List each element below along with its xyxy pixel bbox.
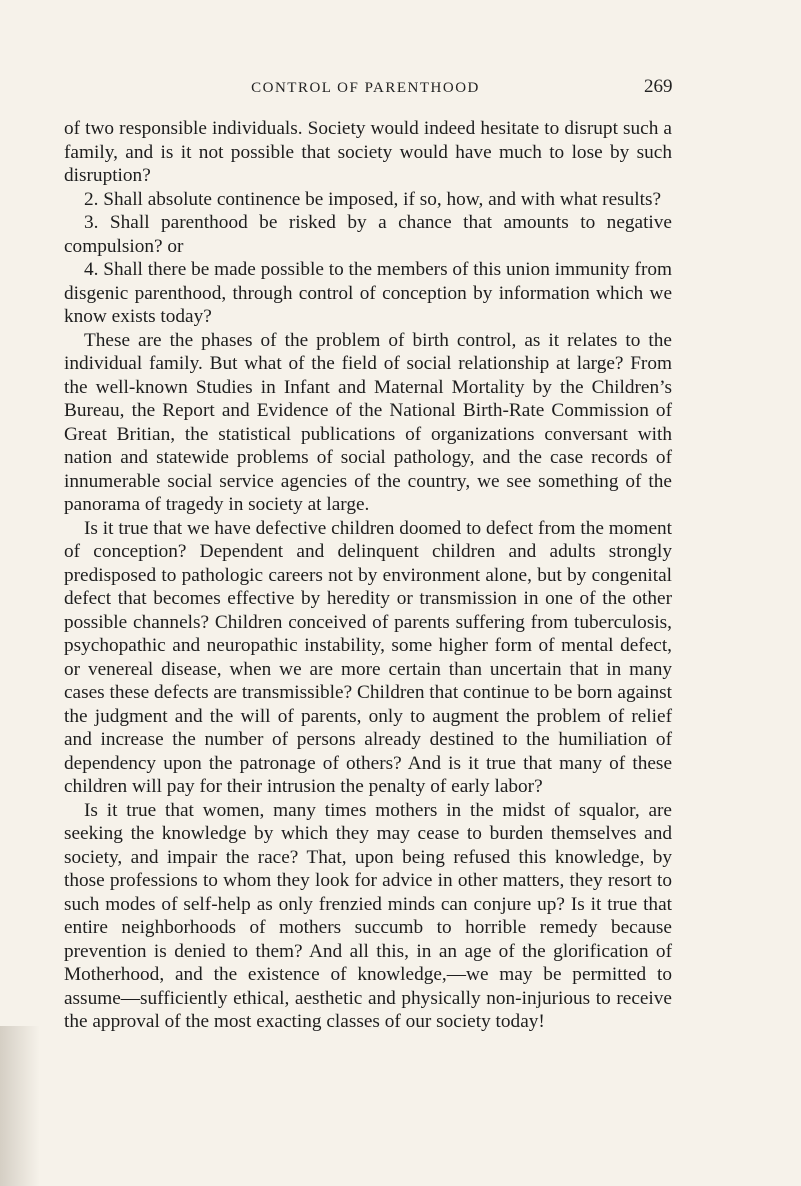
paragraph-question-2: 2. Shall absolute continence be imposed, if so, how, and with what results?	[84, 188, 662, 210]
paragraph-women-mothers: Is it true that women, many times mothers in the midst of squalor, are seeking the knowledge by which they may cease to burden themselves and society, and impair the race? That, upon being refused this knowledge, by those professions to whom they look for advice in other matters, they resort to such modes of self-help as only frenzied minds can conjure up? Is it true that entire neighborhoods of mothers succumb to horrible remedy because prevention is denied to them? And all this, in an age of the glorification of Motherhood, and the existence of knowledge,—we may be permitted to assume—sufficiently ethical, aesthetic and physically non-injurious to receive the approval of the most exacting classes of our society today!	[64, 799, 672, 1032]
page-number: 269	[644, 76, 673, 97]
paragraph-question-3: 3. Shall parenthood be risked by a chance that amounts to negative compulsion? or	[64, 212, 672, 257]
paragraph-defective-children: Is it true that we have defective children doomed to defect from the moment of conception? Dependent and delinquent children and adults strongly predisposed to pathologic careers not by environment alone, but by congenital defect that becomes effective by heredity or transmission in one of the other possible channels? Children conceived of parents suffering from tuberculosis, psychopathic and neuropathic instability, some higher form of mental defect, or venereal disease, when we are more certain than uncertain that in many cases these defects are transmissible? Children that continue to be born against the judgment and the will of parents, only to augment the problem of relief and increase the number of persons already destined to the humiliation of dependency upon the patronage of others? And is it true that many of these children will pay for their intrusion the penalty of early labor?	[64, 517, 672, 797]
paragraph-question-4: 4. Shall there be made possible to the members of this union immunity from disgenic parenthood, through control of conception by information which we know exists today?	[64, 259, 672, 327]
running-title: CONTROL OF PARENTHOOD	[251, 80, 480, 96]
body-text	[64, 117, 672, 1034]
paragraph-phases: These are the phases of the problem of birth control, as it relates to the individual family. But what of the field of social relationship at large? From the well-known Studies in Infant and Maternal Mortality by the Children’s Bureau, the Report and Evidence of the National Birth-Rate Commission of Great Britian, the statistical publications of organizations conversant with nation and statewide problems of social pathology, and the case records of innumerable social service agencies of the country, we see something of the panorama of tragedy in society at large.	[64, 329, 672, 515]
running-head	[0, 76, 801, 100]
paragraph-continuation: of two responsible individuals. Society would indeed hesitate to disrupt such a family, and is it not possible that society would have much to lose by such disruption?	[64, 118, 672, 186]
page-edge-shadow	[0, 1026, 40, 1186]
